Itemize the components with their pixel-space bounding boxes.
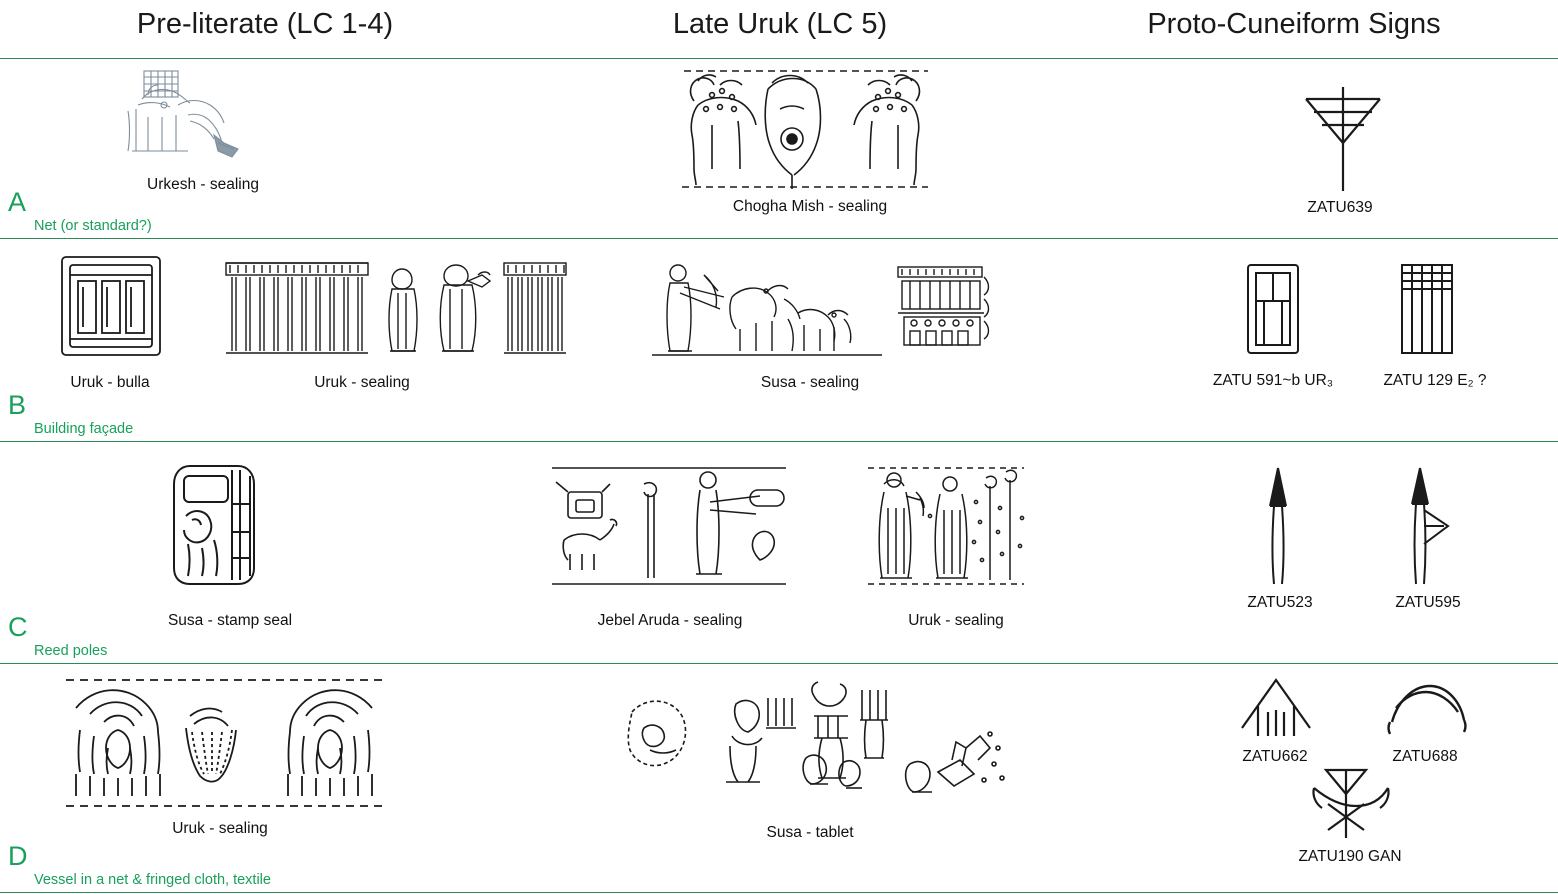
column-title-late-uruk: Late Uruk (LC 5) bbox=[672, 8, 888, 40]
column-header-row bbox=[0, 0, 1558, 59]
caption-urkesh-sealing: Urkesh - sealing bbox=[147, 176, 259, 193]
artifact-uruk-sealing-facade bbox=[222, 253, 570, 363]
caption-uruk-sealing-facade: Uruk - sealing bbox=[314, 374, 410, 391]
row-d bbox=[0, 664, 1558, 893]
artifact-uruk-sealing-vessels-net bbox=[60, 674, 390, 812]
artifact-uruk-sealing-reed-poles bbox=[864, 462, 1028, 590]
caption-susa-tablet: Susa - tablet bbox=[766, 824, 854, 841]
row-a bbox=[0, 59, 1558, 239]
caption-chogha-mish-sealing: Chogha Mish - sealing bbox=[732, 198, 888, 215]
row-c bbox=[0, 442, 1558, 664]
sign-glyph-zatu190-gan bbox=[1300, 764, 1392, 844]
row-caption-c: Reed poles bbox=[34, 643, 108, 659]
sign-glyph-zatu591b bbox=[1238, 259, 1308, 359]
column-title-proto-cuneiform: Proto-Cuneiform Signs bbox=[1147, 8, 1441, 40]
row-letter-c: C bbox=[8, 612, 28, 642]
artifact-urkesh-sealing bbox=[118, 65, 288, 175]
sign-glyph-zatu688 bbox=[1386, 678, 1470, 738]
sign-glyph-zatu662 bbox=[1236, 674, 1316, 740]
artifact-jebel-aruda-sealing bbox=[548, 462, 790, 590]
caption-uruk-sealing-vessels-net: Uruk - sealing bbox=[172, 820, 268, 837]
artifact-susa-sealing bbox=[648, 253, 996, 363]
sign-glyph-zatu523 bbox=[1248, 464, 1304, 588]
caption-susa-stamp-seal: Susa - stamp seal bbox=[167, 612, 293, 629]
sign-glyph-zatu129 bbox=[1392, 259, 1462, 359]
artifact-susa-tablet bbox=[618, 676, 1018, 820]
row-letter-a: A bbox=[8, 187, 27, 217]
row-letter-d: D bbox=[8, 841, 28, 871]
artifact-uruk-bulla bbox=[56, 251, 166, 361]
sign-glyph-zatu595 bbox=[1396, 464, 1456, 588]
sign-label-zatu190-gan: ZATU190 GAN bbox=[1298, 848, 1402, 865]
sign-label-zatu688: ZATU688 bbox=[1392, 748, 1458, 765]
column-title-preliterate: Pre-literate (LC 1-4) bbox=[136, 8, 394, 40]
caption-susa-sealing: Susa - sealing bbox=[760, 374, 860, 391]
row-caption-a: Net (or standard?) bbox=[34, 218, 152, 234]
row-caption-b: Building façade bbox=[34, 421, 134, 437]
row-b bbox=[0, 239, 1558, 442]
sign-glyph-zatu639 bbox=[1290, 77, 1396, 197]
sign-label-zatu591b: ZATU 591~b UR₃ bbox=[1212, 372, 1334, 389]
sign-label-zatu639: ZATU639 bbox=[1307, 199, 1373, 216]
sign-label-zatu129: ZATU 129 E₂ ? bbox=[1383, 372, 1487, 389]
row-caption-d: Vessel in a net & fringed cloth, textile bbox=[34, 872, 271, 888]
artifact-susa-stamp-seal bbox=[168, 460, 280, 590]
caption-uruk-sealing-reed-poles: Uruk - sealing bbox=[908, 612, 1004, 629]
caption-jebel-aruda-sealing: Jebel Aruda - sealing bbox=[597, 612, 743, 629]
sign-label-zatu523: ZATU523 bbox=[1247, 594, 1313, 611]
sign-label-zatu595: ZATU595 bbox=[1395, 594, 1461, 611]
sign-label-zatu662: ZATU662 bbox=[1242, 748, 1308, 765]
caption-uruk-bulla: Uruk - bulla bbox=[70, 374, 150, 391]
row-letter-b: B bbox=[8, 390, 27, 420]
artifact-chogha-mish-sealing bbox=[676, 65, 934, 193]
